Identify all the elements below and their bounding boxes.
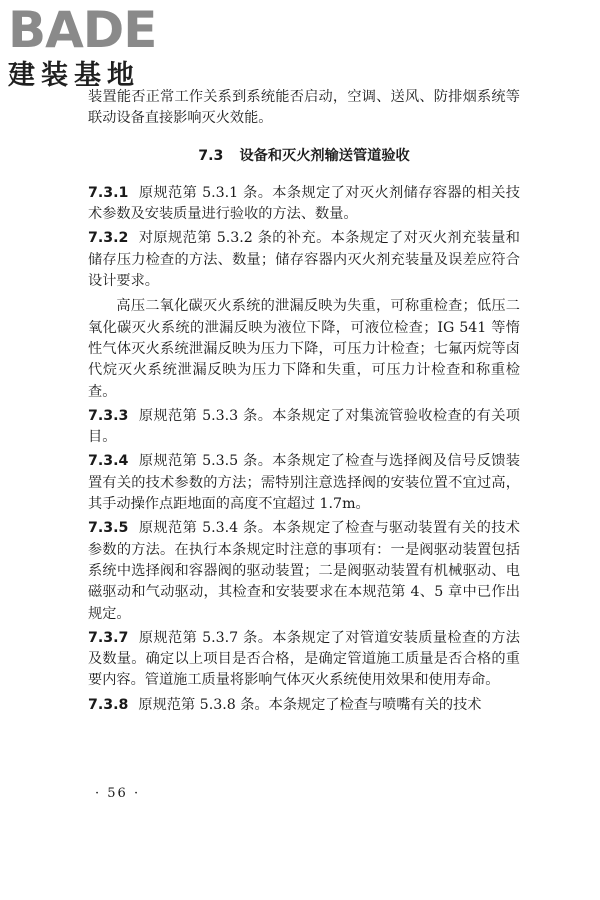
clause-text: 原规范第 5.3.5 条。本条规定了检查与选择阀及信号反馈装置有关的技术参数的方法；需特别注意选择阀的安装位置不宜过高，其手动操作点距地面的高度不宜超过 1.7m。	[88, 453, 520, 513]
clause-number: 7.3.4	[88, 453, 129, 470]
document-page	[88, 87, 520, 716]
section-number: 7.3	[198, 147, 224, 164]
clause-text: 原规范第 5.3.8 条。本条规定了检查与喷嘴有关的技术	[138, 696, 482, 713]
clause-7-3-5	[88, 518, 520, 624]
clause-number: 7.3.1	[88, 184, 129, 201]
page-number: · 56 ·	[95, 786, 141, 801]
clause-text: 对原规范第 5.3.2 条的补充。本条规定了对灭火剂充装量和储存压力检查的方法、数量；储存容器内灭火剂充装量及误差应符合设计要求。	[88, 230, 520, 290]
watermark-latin-text: BADE	[8, 1, 157, 59]
clause-7-3-2	[88, 228, 520, 292]
clause-text: 原规范第 5.3.4 条。本条规定了检查与驱动装置有关的技术参数的方法。在执行本条规定时注意的事项有：一是阀驱动装置包括系统中选择阀和容器阀的驱动装置；二是阀驱动装置有机械驱动、电磁驱动和气动驱动，其检查和安装要求在本规范第 4、5 章中已作出规定。	[88, 520, 520, 622]
intro-paragraph: 装置能否正常工作关系到系统能否启动，空调、送风、防排烟系统等联动设备直接影响灭火效能。	[88, 89, 520, 127]
section-title: 设备和灭火剂输送管道验收	[239, 147, 410, 164]
bade-watermark-logo	[6, 1, 176, 96]
clause-text: 原规范第 5.3.7 条。本条规定了对管道安装质量检查的方法及数量。确定以上项目是否合格，是确定管道施工质量是否合格的重要内容。管道施工质量将影响气体灭火系统使用效果和使用寿命。	[88, 629, 520, 689]
clause-7-3-8	[88, 695, 520, 716]
clause-number: 7.3.3	[88, 407, 129, 424]
clause-number: 7.3.7	[88, 629, 129, 646]
watermark-chinese-text: 建装基地	[8, 60, 140, 91]
clause-number: 7.3.8	[88, 696, 129, 713]
clause-7-3-2-extra-paragraph: 高压二氧化碳灭火系统的泄漏反映为失重，可称重检查；低压二氧化碳灭火系统的泄漏反映为液位下降，可液位检查；IG 541 等惰性气体灭火系统泄漏反映为压力下降，可压力计检查；七氟丙烷等卤代烷灭火系统泄漏反映为压力下降和失重，可压力计检查和称重检查。	[88, 298, 520, 400]
clause-text: 原规范第 5.3.1 条。本条规定了对灭火剂储存容器的相关技术参数及安装质量进行验收的方法、数量。	[88, 184, 520, 223]
clause-text: 原规范第 5.3.3 条。本条规定了对集流管验收检查的有关项目。	[88, 407, 520, 446]
clause-7-3-4	[88, 451, 520, 515]
clause-7-3-1	[88, 183, 520, 226]
clause-number: 7.3.2	[88, 230, 129, 247]
clause-7-3-3	[88, 406, 520, 449]
clause-number: 7.3.5	[88, 520, 129, 537]
section-heading	[88, 146, 520, 167]
clause-7-3-7	[88, 628, 520, 692]
